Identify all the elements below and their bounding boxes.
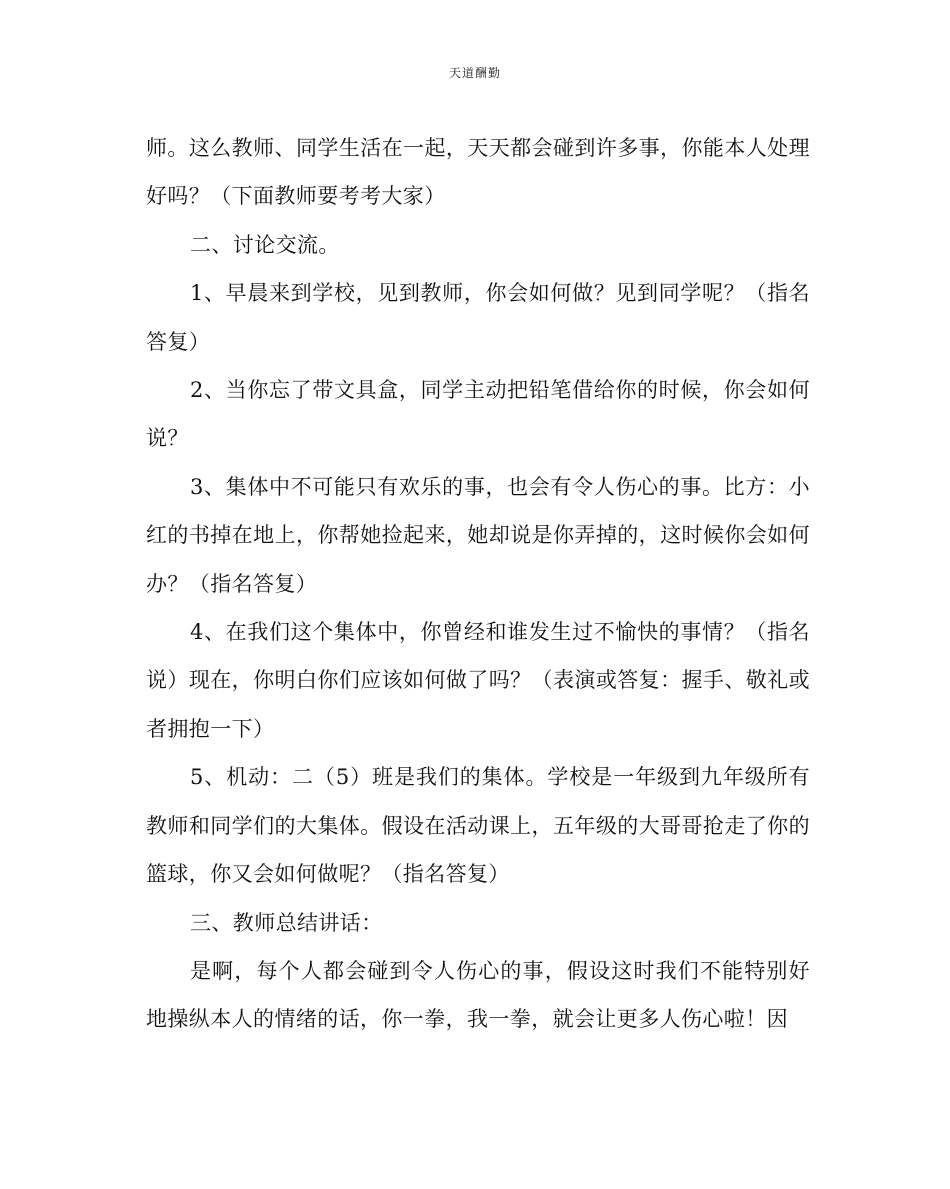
summary-paragraph: 是啊，每个人都会碰到令人伤心的事，假设这时我们不能特别好地操纵本人的情绪的话，你一拳，我一拳，就会让更多人伤心啦！因 — [146, 958, 810, 1032]
page-header: 天道酬勤 — [448, 66, 501, 80]
question-2: 2、当你忘了带文具盒，同学主动把铅笔借给你的时候，你会如何说？ — [146, 378, 810, 451]
section-heading-summary: 三、教师总结讲话： — [190, 910, 383, 935]
section-heading-discussion: 二、讨论交流。 — [190, 232, 340, 257]
question-4: 4、在我们这个集体中，你曾经和谁发生过不愉快的事情？（指名说）现在，你明白你们应该如何做了吗？（表演或答复：握手、敬礼或者拥抱一下） — [146, 620, 810, 741]
question-3: 3、集体中不可能只有欢乐的事，也会有令人伤心的事。比方：小红的书掉在地上，你帮她捡起来，她却说是你弄掉的，这时候你会如何办？（指名答复） — [146, 474, 810, 596]
question-1: 1、早晨来到学校，见到教师，你会如何做？见到同学呢？（指名答复） — [146, 281, 810, 354]
paragraph-continuation: 师。这么教师、同学生活在一起，天天都会碰到许多事，你能本人处理好吗？（下面教师要考考大家） — [146, 136, 810, 209]
document-body — [146, 124, 810, 1044]
question-5: 5、机动：二（5）班是我们的集体。学校是一年级到九年级所有教师和同学们的大集体。假设在活动课上，五年级的大哥哥抢走了你的篮球，你又会如何做呢？（指名答复） — [146, 765, 810, 887]
